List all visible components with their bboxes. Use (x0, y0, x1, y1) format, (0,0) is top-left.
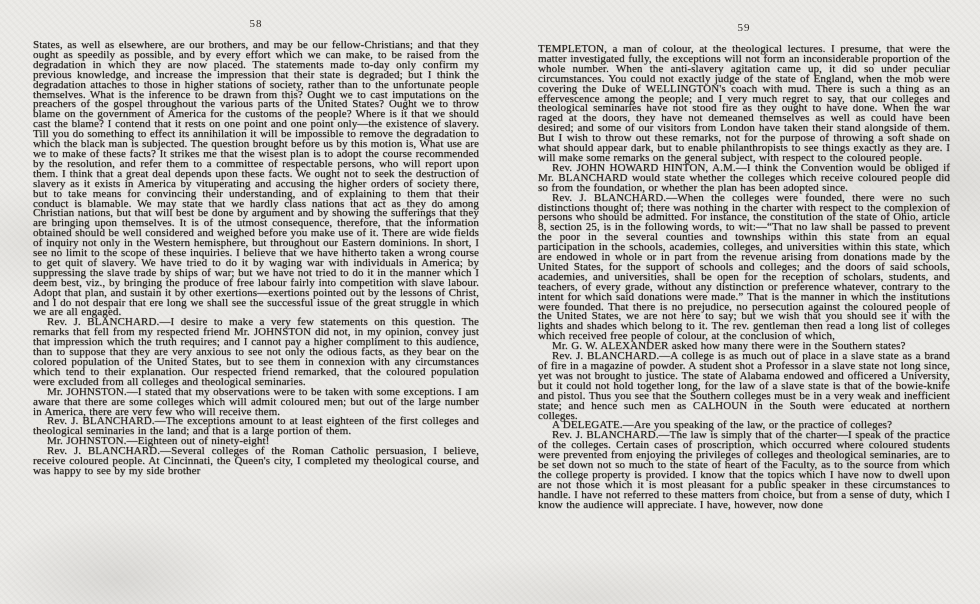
paragraph: Mr. G. W. ALEXANDER asked how many there were in the Southern states? (552, 340, 906, 353)
paragraph: Mr. JOHNSTON.—I stated that my observations were to be taken with some exceptions. I am aware that there are some colleges which will admit coloured men; but out of the large number in America, there are very few who will receive them. (33, 385, 479, 418)
paragraph: Rev. J. BLANCHARD.—The exceptions amount to at least eighteen of the first colleges and theological seminaries in the land; and that is a large portion of them. (33, 415, 479, 438)
paragraph: Rev. J. BLANCHARD.—Several colleges of the Roman Catholic persuasion, I believe, receive coloured people. At Cincinnati, the Queen's city, I completed my theological course, and was happy to see by my side brother (33, 445, 479, 477)
paragraph: Mr. JOHNSTON.—Eighteen out of ninety-eight! (47, 435, 270, 448)
paragraph: A DELEGATE.—Are you speaking of the law, or the practice of colleges? (552, 419, 893, 432)
paragraph: States, as well as elsewhere, are our brothers, and may be our fellow-Christians; and that they ought as speedily as possible, and by every effort which we can make, to be raised from the degradation in which they are now placed. The statements made to-day only confirm my previous knowledge, and increase the impression that their state is degraded; but I think the degradation attaches to those in higher stations of society, rather than to the unfortunate people themselves. What is the inference to be drawn from this? Ought we to cast imputations on the preachers of the gospel throughout the various parts of the United States? Ought we to throw blame on the government of America for the customs of the people? Where is it that we should cast the blame? I contend that it rests on one point and one point only—the existence of slavery. Till you do something to effect its annihilation it will be impossible to remove the degradation to which the black man is subjected. The question brought before us by this motion is, What use are we to make of these facts? It strikes me that the wisest plan is to adopt the course recommended by the resolution, and refer them to a committee of respectable persons, who will report upon them. I think that a great deal depends upon these facts. We ought not to seek the destruction of slavery as it exists in America by vituperating and accusing the higher orders of society there, but to take means for convincing their understanding, and of explaining to them that their conduct is blamable. We may state that we hardly class nations that act as they do among Christian nations, but that will best be done by argument and by showing the sufferings that they are bringing upon themselves. It is of the utmost consequence, therefore, that the information obtained should be well considered and weighed before you make use of it. There are wide fields of inquiry not only in the Western hemisphere, but throughout our Eastern dominions. In short, I see no limit to the scope of these inquiries. I believe that we have hitherto taken a wrong course to get quit of slavery. We have tried to do it by waging war with individuals in America; by suppressing the slave trade by ships of war; but we have not tried to do it in the manner which I deem best, viz., by bringing the produce of free labour fairly into competition with slave labour. Adopt that plan, and sustain it by other exertions—exertions pointed out by the lessons of Christ, and I do not despair that ere long we shall see the successful issue of the great struggle in which we are all engaged. (33, 39, 479, 319)
page-left-text-column (33, 41, 479, 477)
page-number-left: 58 (249, 18, 263, 30)
paragraph: TEMPLETON, a man of colour, at the theological lectures. I presume, that were the matter investigated fully, the exceptions will not form an inconsiderable proportion of the whole number. When the anti-slavery agitation came up, it did so under peculiar circumstances. You could not exactly judge of the state of England, when the mob were covering the Duke of WELLINGTON's coach with mud. There is such a thing as an effervescence among the people; and I very much regret to say, that our colleges and theological seminaries have not stood fire as they ought to have done. When the war raged at the doors, they have not demeaned themselves as well as could have been desired; and some of our visitors from London have taken their stand alongside of them. But I wish to throw out these remarks, not for the purpose of throwing a soft shade on what should appear dark, but to enable philanthropists to see things exactly as they are. I will make some remarks on the general subject, with respect to the coloured people. (538, 43, 950, 164)
paragraph: Rev. J. BLANCHARD.—When the colleges were founded, there were no such distinctions thought of; there was nothing in the charter with respect to the complexion of persons who should be admitted. For instance, the constitution of the state of Ohio, article 8, section 25, is in the following words, to wit:—“That no law shall be passed to prevent the poor in the several counties and townships within this state from an equal participation in the schools, academies, colleges, and universities within this state, which are endowed in whole or in part from the revenue arising from donations made by the United States, for the support of schools and colleges; and the doors of said schools, academies, and universities, shall be open for the reception of scholars, students, and teachers, of every grade, without any distinction or preference whatever, contrary to the intent for which said donations were made.” That is the manner in which the institutions were founded. That there is no prejudice, no persecution against the coloured people of the United States, we are not here to say; but we wish that you should see it with the lights and shades which belong to it. The rev. gentleman then read a long list of colleges which received free people of colour, at the conclusion of which, (538, 191, 950, 343)
paragraph: Rev. J. BLANCHARD.—The law is simply that of the charter—I speak of the practice of the colleges. Certain cases of proscription, which occurred where coloured students were prevented from enjoying the privileges of colleges and theological seminaries, are to be set down not so much to the state of heart of the Faculty, as to the source from which the college property is provided. I know that the topics which I have now to dwell upon are not those which it is most pleasant for a public speaker in these circumstances to handle. I have not referred to these matters from choice, but from a sense of duty, which I know the audience will appreciate. I have, however, now done (538, 429, 950, 511)
paragraph: Rev. JOHN HOWARD HINTON, A.M.—I think the Convention would be obliged if Mr. BLANCHARD would state whether the colleges which receive coloured people did so from the foundation, or whether the plan has been adopted since. (538, 161, 950, 194)
page-number-right: 59 (737, 22, 751, 34)
page-right-text-column (538, 45, 950, 511)
paragraph: Rev. J. BLANCHARD.—A college is as much out of place in a slave state as a brand of fire in a magazine of powder. A student shot a Professor in a slave state not long since, yet was not brought to justice. The state of Alabama endowed and officered a University, but it could not hold together long, for the law of a slave state is that of the bowie-knife and pistol. Thus you see that the Southern colleges must be in a very weak and inefficient state; and hence such men as CALHOUN in the South were educated at northern colleges. (538, 350, 950, 422)
paragraph: Rev. J. BLANCHARD.—I desire to make a very few statements on this question. The remarks that fell from my respected friend Mr. JOHNSTON did not, in my opinion, convey just that impression which the truth requires; and I cannot pay a higher compliment to this audience, than to suppose that they are very anxious to see not only the odious facts, as they bear on the colored population of the United States, but to see them in connexion with any circumstances which tend to their explanation. Our respected friend remarked, that the coloured population were excluded from all colleges and theological seminaries. (33, 316, 479, 388)
